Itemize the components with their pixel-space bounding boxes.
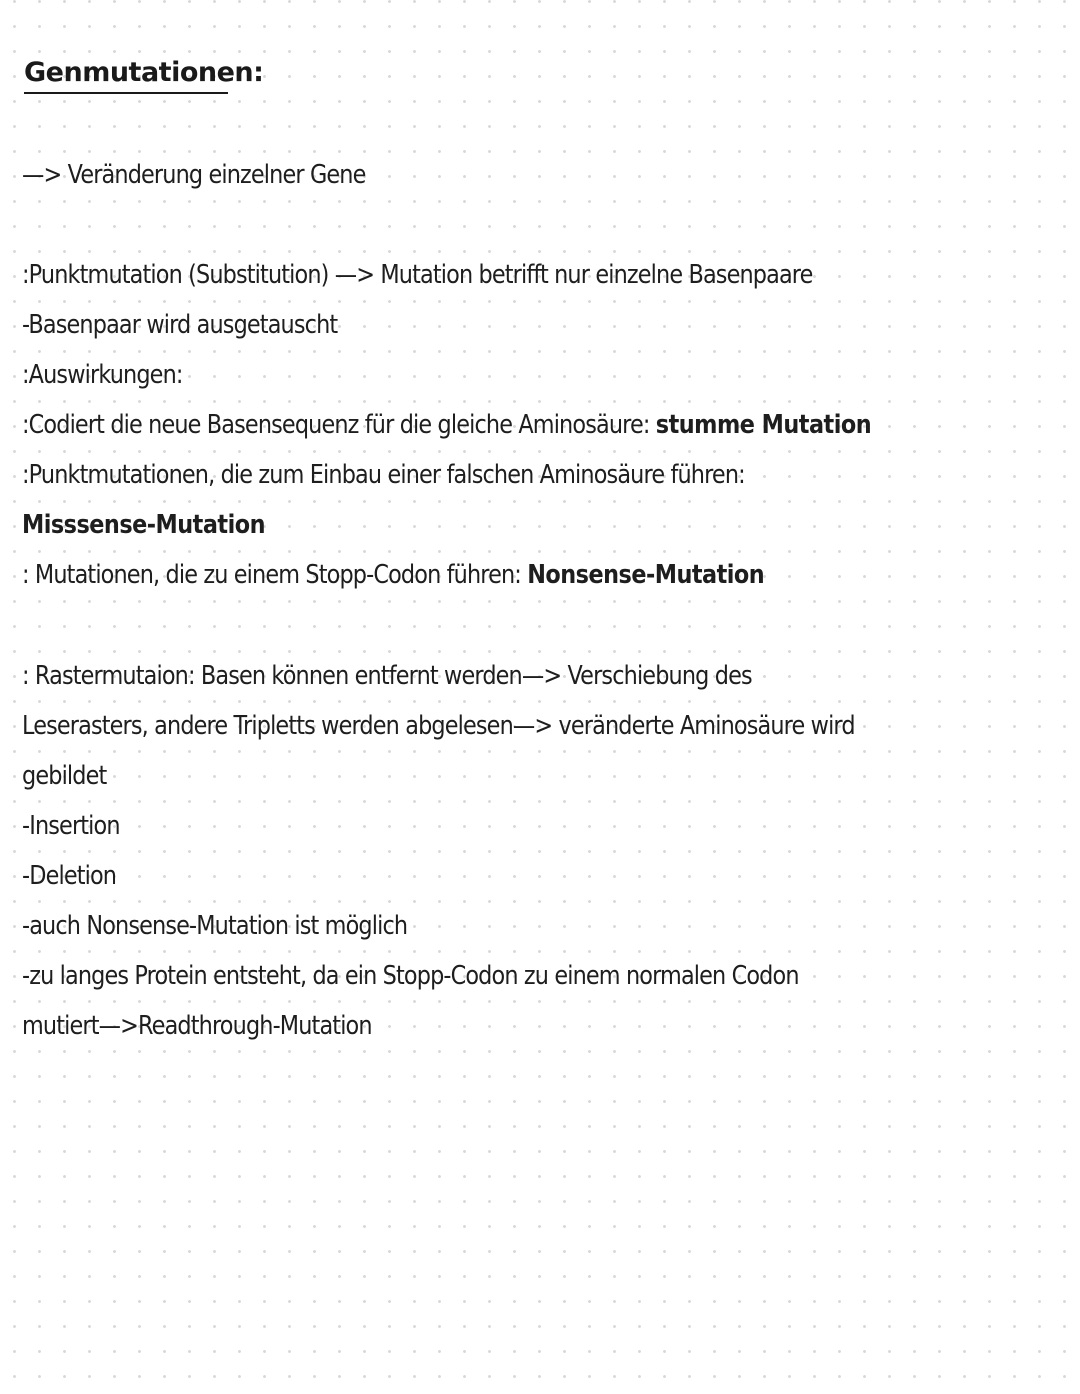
title-underline [24, 92, 228, 94]
nonsense-mutation-line [22, 557, 764, 593]
silent-mutation-line [22, 407, 871, 443]
nonsense-mutation-text: : Mutationen, die zu einem Stopp-Codon führen: [22, 560, 528, 590]
readthrough-line-2: mutiert—>Readthrough-Mutation [22, 1011, 372, 1041]
missense-description-line: :Punktmutationen, die zum Einbau einer falschen Aminosäure führen: [22, 460, 745, 490]
rastermutation-line-2: Leserasters, andere Tripletts werden abgelesen—> veränderte Aminosäure wird [22, 711, 855, 741]
nonsense-mutation-term: Nonsense-Mutation [527, 560, 765, 590]
insertion-line: -Insertion [22, 811, 120, 841]
intro-line: —> Veränderung einzelner Gene [22, 160, 366, 190]
rastermutation-line-1: : Rastermutaion: Basen können entfernt werden—> Verschiebung des [22, 661, 752, 691]
silent-mutation-text: :Codiert die neue Basensequenz für die gleiche Aminosäure: [22, 410, 656, 440]
basenpaar-exchange-line: -Basenpaar wird ausgetauscht [22, 310, 338, 340]
missense-term: Misssense-Mutation [22, 510, 265, 540]
silent-mutation-term: stumme Mutation [655, 410, 872, 440]
deletion-line: -Deletion [22, 861, 117, 891]
page-title: Genmutationen: [24, 57, 264, 88]
punktmutation-heading: :Punktmutation (Substitution) —> Mutation betrifft nur einzelne Basenpaare [22, 260, 813, 290]
nonsense-possible-line: -auch Nonsense-Mutation ist möglich [22, 911, 408, 941]
readthrough-line-1: -zu langes Protein entsteht, da ein Stopp-Codon zu einem normalen Codon [22, 961, 799, 991]
effects-label: :Auswirkungen: [22, 360, 183, 390]
rastermutation-line-3: gebildet [22, 761, 107, 791]
